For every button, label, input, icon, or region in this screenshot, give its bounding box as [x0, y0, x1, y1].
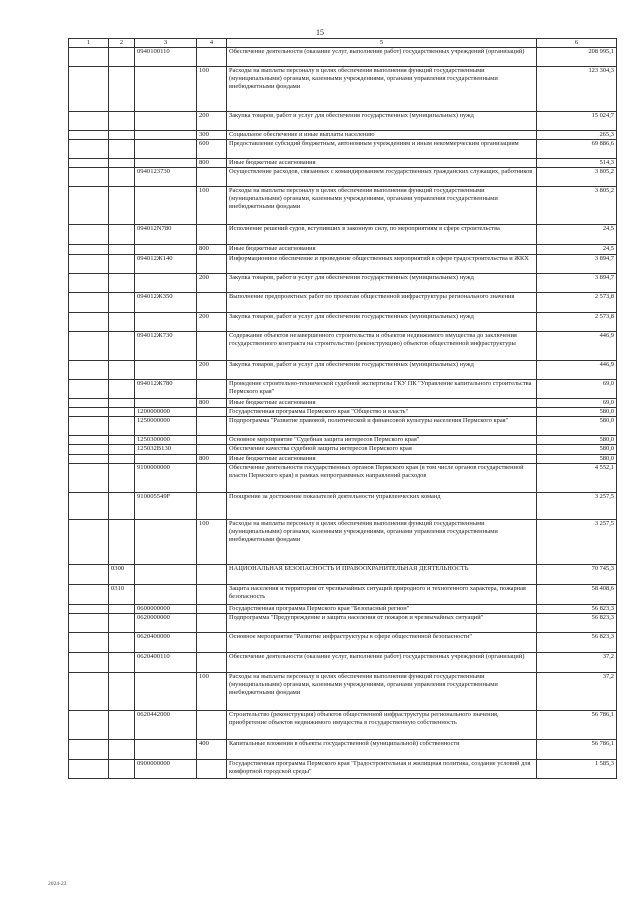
cell-description: Расходы на выплаты персоналу в целях обеспечения выполнения функций государственными (муниципальными) органами, казенными учреждениями, органами управления государственными внебюджетными фондами — [227, 673, 537, 711]
cell-expense-type — [197, 254, 227, 273]
table-row — [69, 417, 617, 436]
cell-section — [69, 131, 109, 140]
cell-description: Иные бюджетные ассигнования — [227, 454, 537, 463]
cell-description: Поощрение за достижение показателей деятельности управленческих команд — [227, 492, 537, 519]
cell-target-code: 094012Ж140 — [135, 254, 197, 273]
cell-section — [69, 292, 109, 312]
cell-subsection — [109, 463, 135, 492]
cell-description: Иные бюджетные ассигнования — [227, 159, 537, 168]
cell-subsection — [109, 417, 135, 436]
table-row — [69, 445, 617, 454]
cell-subsection — [109, 312, 135, 331]
cell-section — [69, 112, 109, 131]
cell-description: Государственная программа Пермского края "Градостроительная и жилищная политика, создание условий для комфортной городской среды" — [227, 760, 537, 779]
cell-section — [69, 740, 109, 760]
cell-target-code: 094012Ж350 — [135, 292, 197, 312]
cell-section — [69, 225, 109, 245]
cell-description: Исполнение решений судов, вступивших в законную силу, по мероприятиям в сфере строительства — [227, 225, 537, 245]
cell-description: Информационное обеспечение и проведение общественных мероприятий в сфере градостроительства и ЖКХ — [227, 254, 537, 273]
cell-description: Проведение строительно-технической судебной экспертизы ГКУ ПК "Управление капитального строительства Пермского края" — [227, 379, 537, 398]
cell-section — [69, 168, 109, 187]
cell-section — [69, 584, 109, 604]
column-header: 3 — [135, 39, 197, 48]
cell-section — [69, 492, 109, 519]
table-row — [69, 740, 617, 760]
cell-target-code — [135, 312, 197, 331]
cell-subsection: 0310 — [109, 584, 135, 604]
table-row — [69, 711, 617, 740]
table-row — [69, 67, 617, 112]
cell-expense-type — [197, 168, 227, 187]
cell-subsection — [109, 604, 135, 613]
cell-section — [69, 48, 109, 67]
cell-description: Закупка товаров, работ и услуг для обеспечения государственных (муниципальных) нужд — [227, 360, 537, 379]
cell-amount: 446,9 — [537, 360, 617, 379]
table-row — [69, 331, 617, 360]
table-row — [69, 254, 617, 273]
cell-subsection — [109, 140, 135, 159]
cell-expense-type: 100 — [197, 519, 227, 564]
cell-section — [69, 140, 109, 159]
table-row — [69, 492, 617, 519]
cell-section — [69, 312, 109, 331]
cell-section — [69, 564, 109, 584]
cell-subsection — [109, 711, 135, 740]
cell-description: Выполнение предпроектных работ по проектам общественной инфраструктуры регионального значения — [227, 292, 537, 312]
cell-subsection — [109, 225, 135, 245]
table-row — [69, 245, 617, 254]
cell-amount: 208 995,1 — [537, 48, 617, 67]
cell-subsection — [109, 398, 135, 407]
cell-subsection — [109, 673, 135, 711]
table-row — [69, 168, 617, 187]
cell-target-code: 0900000000 — [135, 760, 197, 779]
cell-subsection — [109, 67, 135, 112]
cell-amount: 56 823,3 — [537, 633, 617, 653]
cell-description: Закупка товаров, работ и услуг для обеспечения государственных (муниципальных) нужд — [227, 112, 537, 131]
cell-section — [69, 407, 109, 416]
cell-section — [69, 653, 109, 673]
cell-subsection — [109, 254, 135, 273]
cell-section — [69, 245, 109, 254]
cell-amount: 3 257,5 — [537, 492, 617, 519]
cell-amount: 123 304,3 — [537, 67, 617, 112]
column-header: 1 — [69, 39, 109, 48]
cell-section — [69, 360, 109, 379]
cell-subsection — [109, 454, 135, 463]
cell-expense-type — [197, 463, 227, 492]
cell-description: Иные бюджетные ассигнования — [227, 398, 537, 407]
cell-amount: 580,0 — [537, 407, 617, 416]
cell-description: Расходы на выплаты персоналу в целях обеспечения выполнения функций государственными (муниципальными) органами, казенными учреждениями, органами управления государственными внебюджетными фондами — [227, 67, 537, 112]
cell-description: Расходы на выплаты персоналу в целях обеспечения выполнения функций государственными (муниципальными) органами, казенными учреждениями, органами управления государственными внебюджетными фондами — [227, 187, 537, 225]
cell-description: Обеспечение деятельности (оказание услуг, выполнение работ) государственных учреждений (организаций) — [227, 653, 537, 673]
cell-amount: 580,0 — [537, 454, 617, 463]
cell-amount: 2 573,8 — [537, 292, 617, 312]
cell-section — [69, 673, 109, 711]
cell-amount: 3 805,2 — [537, 187, 617, 225]
cell-description: Подпрограмма "Развитие правовой, политической и финансовой культуры населения Пермского края" — [227, 417, 537, 436]
cell-description: Обеспечение качества судебной защиты интересов Пермского края — [227, 445, 537, 454]
cell-expense-type: 100 — [197, 67, 227, 112]
cell-expense-type — [197, 48, 227, 67]
column-header: 2 — [109, 39, 135, 48]
cell-subsection — [109, 112, 135, 131]
cell-target-code: 1250300000 — [135, 436, 197, 445]
cell-target-code — [135, 187, 197, 225]
cell-amount: 3 894,7 — [537, 273, 617, 292]
cell-subsection — [109, 760, 135, 779]
cell-description: Закупка товаров, работ и услуг для обеспечения государственных (муниципальных) нужд — [227, 273, 537, 292]
cell-amount: 70 745,3 — [537, 564, 617, 584]
table-row — [69, 633, 617, 653]
cell-target-code — [135, 740, 197, 760]
cell-description: Основное мероприятие "Судебная защита интересов Пермского края" — [227, 436, 537, 445]
cell-target-code: 094012Ж780 — [135, 379, 197, 398]
cell-amount: 15 024,7 — [537, 112, 617, 131]
cell-section — [69, 67, 109, 112]
cell-expense-type — [197, 436, 227, 445]
cell-amount: 69,0 — [537, 379, 617, 398]
cell-subsection — [109, 436, 135, 445]
cell-expense-type — [197, 492, 227, 519]
table-body — [69, 48, 617, 779]
table-row — [69, 48, 617, 67]
cell-expense-type: 100 — [197, 673, 227, 711]
cell-subsection: 0300 — [109, 564, 135, 584]
cell-subsection — [109, 653, 135, 673]
cell-amount: 37,2 — [537, 673, 617, 711]
table-row — [69, 604, 617, 613]
cell-target-code — [135, 584, 197, 604]
cell-expense-type — [197, 760, 227, 779]
cell-description: Капитальные вложения в объекты государственной (муниципальной) собственности — [227, 740, 537, 760]
cell-expense-type: 300 — [197, 131, 227, 140]
cell-amount: 56 786,1 — [537, 711, 617, 740]
cell-target-code — [135, 112, 197, 131]
cell-subsection — [109, 168, 135, 187]
cell-target-code: 0620000000 — [135, 614, 197, 633]
cell-section — [69, 187, 109, 225]
cell-section — [69, 614, 109, 633]
cell-expense-type — [197, 711, 227, 740]
cell-section — [69, 604, 109, 613]
cell-section — [69, 711, 109, 740]
cell-section — [69, 379, 109, 398]
cell-description: Строительство (реконструкция) объектов общественной инфраструктуры регионального значения, приобретение объектов недвижимого имущества в государственную собственность — [227, 711, 537, 740]
cell-amount: 69,0 — [537, 398, 617, 407]
cell-description: Подпрограмма "Предупреждение и защита населения от пожаров и чрезвычайных ситуаций" — [227, 614, 537, 633]
cell-target-code: 0940123730 — [135, 168, 197, 187]
cell-target-code: 0620442000 — [135, 711, 197, 740]
cell-amount: 3 805,2 — [537, 168, 617, 187]
cell-target-code: 9100000000 — [135, 463, 197, 492]
cell-amount: 1 585,3 — [537, 760, 617, 779]
cell-section — [69, 254, 109, 273]
cell-amount: 4 552,1 — [537, 463, 617, 492]
table-header-row — [69, 39, 617, 48]
cell-expense-type — [197, 614, 227, 633]
table-row — [69, 454, 617, 463]
cell-section — [69, 417, 109, 436]
cell-description: Государственная программа Пермского края "Безопасный регион" — [227, 604, 537, 613]
cell-description: НАЦИОНАЛЬНАЯ БЕЗОПАСНОСТЬ И ПРАВООХРАНИТЕЛЬНАЯ ДЕЯТЕЛЬНОСТЬ — [227, 564, 537, 584]
cell-expense-type: 200 — [197, 112, 227, 131]
table-row — [69, 653, 617, 673]
cell-subsection — [109, 273, 135, 292]
cell-amount: 58 408,6 — [537, 584, 617, 604]
cell-section — [69, 436, 109, 445]
cell-target-code: 0620400000 — [135, 633, 197, 653]
cell-expense-type — [197, 564, 227, 584]
cell-target-code: 094012Ж730 — [135, 331, 197, 360]
cell-amount: 3 257,5 — [537, 519, 617, 564]
cell-amount: 580,0 — [537, 445, 617, 454]
cell-subsection — [109, 633, 135, 653]
table-row — [69, 140, 617, 159]
cell-expense-type — [197, 604, 227, 613]
cell-description: Государственная программа Пермского края "Общество и власть" — [227, 407, 537, 416]
cell-section — [69, 633, 109, 653]
table-row — [69, 112, 617, 131]
cell-target-code — [135, 159, 197, 168]
cell-subsection — [109, 131, 135, 140]
cell-subsection — [109, 740, 135, 760]
cell-description: Защита населения и территории от чрезвычайных ситуаций природного и техногенного характера, пожарная безопасность — [227, 584, 537, 604]
page-number: 15 — [316, 28, 324, 37]
cell-amount: 3 894,7 — [537, 254, 617, 273]
cell-amount: 2 573,8 — [537, 312, 617, 331]
cell-amount: 514,3 — [537, 159, 617, 168]
cell-target-code: 0600000000 — [135, 604, 197, 613]
table-row — [69, 673, 617, 711]
cell-target-code — [135, 564, 197, 584]
cell-description: Обеспечение деятельности государственных органов Пермского края (в том числе органов государственной власти Пермского края) в рамках непрограммных направлений расходов — [227, 463, 537, 492]
table-row — [69, 398, 617, 407]
cell-section — [69, 331, 109, 360]
table-row — [69, 564, 617, 584]
cell-subsection — [109, 360, 135, 379]
cell-expense-type — [197, 292, 227, 312]
cell-subsection — [109, 379, 135, 398]
cell-section — [69, 273, 109, 292]
cell-target-code: 125032В130 — [135, 445, 197, 454]
cell-expense-type: 600 — [197, 140, 227, 159]
cell-amount: 446,9 — [537, 331, 617, 360]
cell-subsection — [109, 187, 135, 225]
cell-expense-type: 800 — [197, 454, 227, 463]
cell-target-code — [135, 519, 197, 564]
table-row — [69, 131, 617, 140]
cell-expense-type: 800 — [197, 398, 227, 407]
cell-target-code: 0940100110 — [135, 48, 197, 67]
cell-section — [69, 398, 109, 407]
footer-code: 2024-23 — [48, 881, 67, 887]
cell-description: Содержание объектов незавершенного строительства и объектов недвижимого имущества до заключения государственного контракта на строительство (реконструкцию) объектов общественной инфраструктуры — [227, 331, 537, 360]
cell-section — [69, 519, 109, 564]
cell-target-code: 0620400110 — [135, 653, 197, 673]
table-row — [69, 225, 617, 245]
cell-expense-type — [197, 445, 227, 454]
cell-target-code — [135, 273, 197, 292]
cell-expense-type — [197, 584, 227, 604]
cell-target-code — [135, 454, 197, 463]
cell-description: Закупка товаров, работ и услуг для обеспечения государственных (муниципальных) нужд — [227, 312, 537, 331]
cell-amount: 56 786,1 — [537, 740, 617, 760]
cell-expense-type: 800 — [197, 159, 227, 168]
cell-amount: 69 886,6 — [537, 140, 617, 159]
table-row — [69, 584, 617, 604]
cell-section — [69, 760, 109, 779]
cell-amount: 24,5 — [537, 245, 617, 254]
table-row — [69, 519, 617, 564]
cell-amount: 56 823,3 — [537, 614, 617, 633]
column-header: 4 — [197, 39, 227, 48]
table-row — [69, 292, 617, 312]
cell-section — [69, 454, 109, 463]
cell-subsection — [109, 407, 135, 416]
cell-target-code — [135, 398, 197, 407]
cell-amount: 580,0 — [537, 436, 617, 445]
cell-target-code: 1200000000 — [135, 407, 197, 416]
cell-subsection — [109, 445, 135, 454]
cell-description: Расходы на выплаты персоналу в целях обеспечения выполнения функций государственными (муниципальными) органами, казенными учреждениями, органами управления государственными внебюджетными фондами — [227, 519, 537, 564]
cell-expense-type — [197, 653, 227, 673]
cell-subsection — [109, 292, 135, 312]
table-row — [69, 614, 617, 633]
cell-description: Основное мероприятие "Развитие инфраструктуры в сфере общественной безопасности" — [227, 633, 537, 653]
cell-subsection — [109, 245, 135, 254]
cell-amount: 580,0 — [537, 417, 617, 436]
table-row — [69, 760, 617, 779]
cell-amount: 37,2 — [537, 653, 617, 673]
cell-section — [69, 159, 109, 168]
cell-target-code: 1250000000 — [135, 417, 197, 436]
cell-target-code — [135, 67, 197, 112]
column-header: 6 — [537, 39, 617, 48]
cell-target-code: 094012N780 — [135, 225, 197, 245]
cell-expense-type — [197, 225, 227, 245]
cell-amount: 265,3 — [537, 131, 617, 140]
cell-expense-type — [197, 417, 227, 436]
cell-expense-type — [197, 379, 227, 398]
table-row — [69, 407, 617, 416]
cell-target-code — [135, 360, 197, 379]
cell-expense-type: 800 — [197, 245, 227, 254]
cell-expense-type: 100 — [197, 187, 227, 225]
cell-subsection — [109, 48, 135, 67]
cell-description: Социальное обеспечение и иные выплаты населению — [227, 131, 537, 140]
column-header: 5 — [227, 39, 537, 48]
cell-description: Обеспечение деятельности (оказание услуг, выполнение работ) государственных учреждений (организаций) — [227, 48, 537, 67]
cell-subsection — [109, 159, 135, 168]
cell-section — [69, 445, 109, 454]
cell-target-code: 910005549F — [135, 492, 197, 519]
cell-target-code — [135, 131, 197, 140]
cell-subsection — [109, 519, 135, 564]
cell-expense-type — [197, 633, 227, 653]
cell-expense-type — [197, 407, 227, 416]
cell-amount: 24,5 — [537, 225, 617, 245]
table-row — [69, 436, 617, 445]
cell-expense-type — [197, 331, 227, 360]
cell-description: Иные бюджетные ассигнования — [227, 245, 537, 254]
table-row — [69, 379, 617, 398]
cell-expense-type: 200 — [197, 312, 227, 331]
cell-expense-type: 200 — [197, 273, 227, 292]
cell-target-code — [135, 245, 197, 254]
table-row — [69, 360, 617, 379]
cell-section — [69, 463, 109, 492]
table-row — [69, 273, 617, 292]
cell-target-code — [135, 673, 197, 711]
cell-expense-type: 200 — [197, 360, 227, 379]
cell-expense-type: 400 — [197, 740, 227, 760]
table-row — [69, 312, 617, 331]
table-row — [69, 463, 617, 492]
table-row — [69, 187, 617, 225]
cell-description: Предоставление субсидий бюджетным, автономным учреждениям и иным некоммерческим организациям — [227, 140, 537, 159]
cell-description: Осуществление расходов, связанных с командированием государственных гражданских служащих, работников — [227, 168, 537, 187]
cell-target-code — [135, 140, 197, 159]
cell-subsection — [109, 614, 135, 633]
cell-amount: 56 823,3 — [537, 604, 617, 613]
table-row — [69, 159, 617, 168]
budget-table — [68, 38, 617, 779]
cell-subsection — [109, 492, 135, 519]
cell-subsection — [109, 331, 135, 360]
